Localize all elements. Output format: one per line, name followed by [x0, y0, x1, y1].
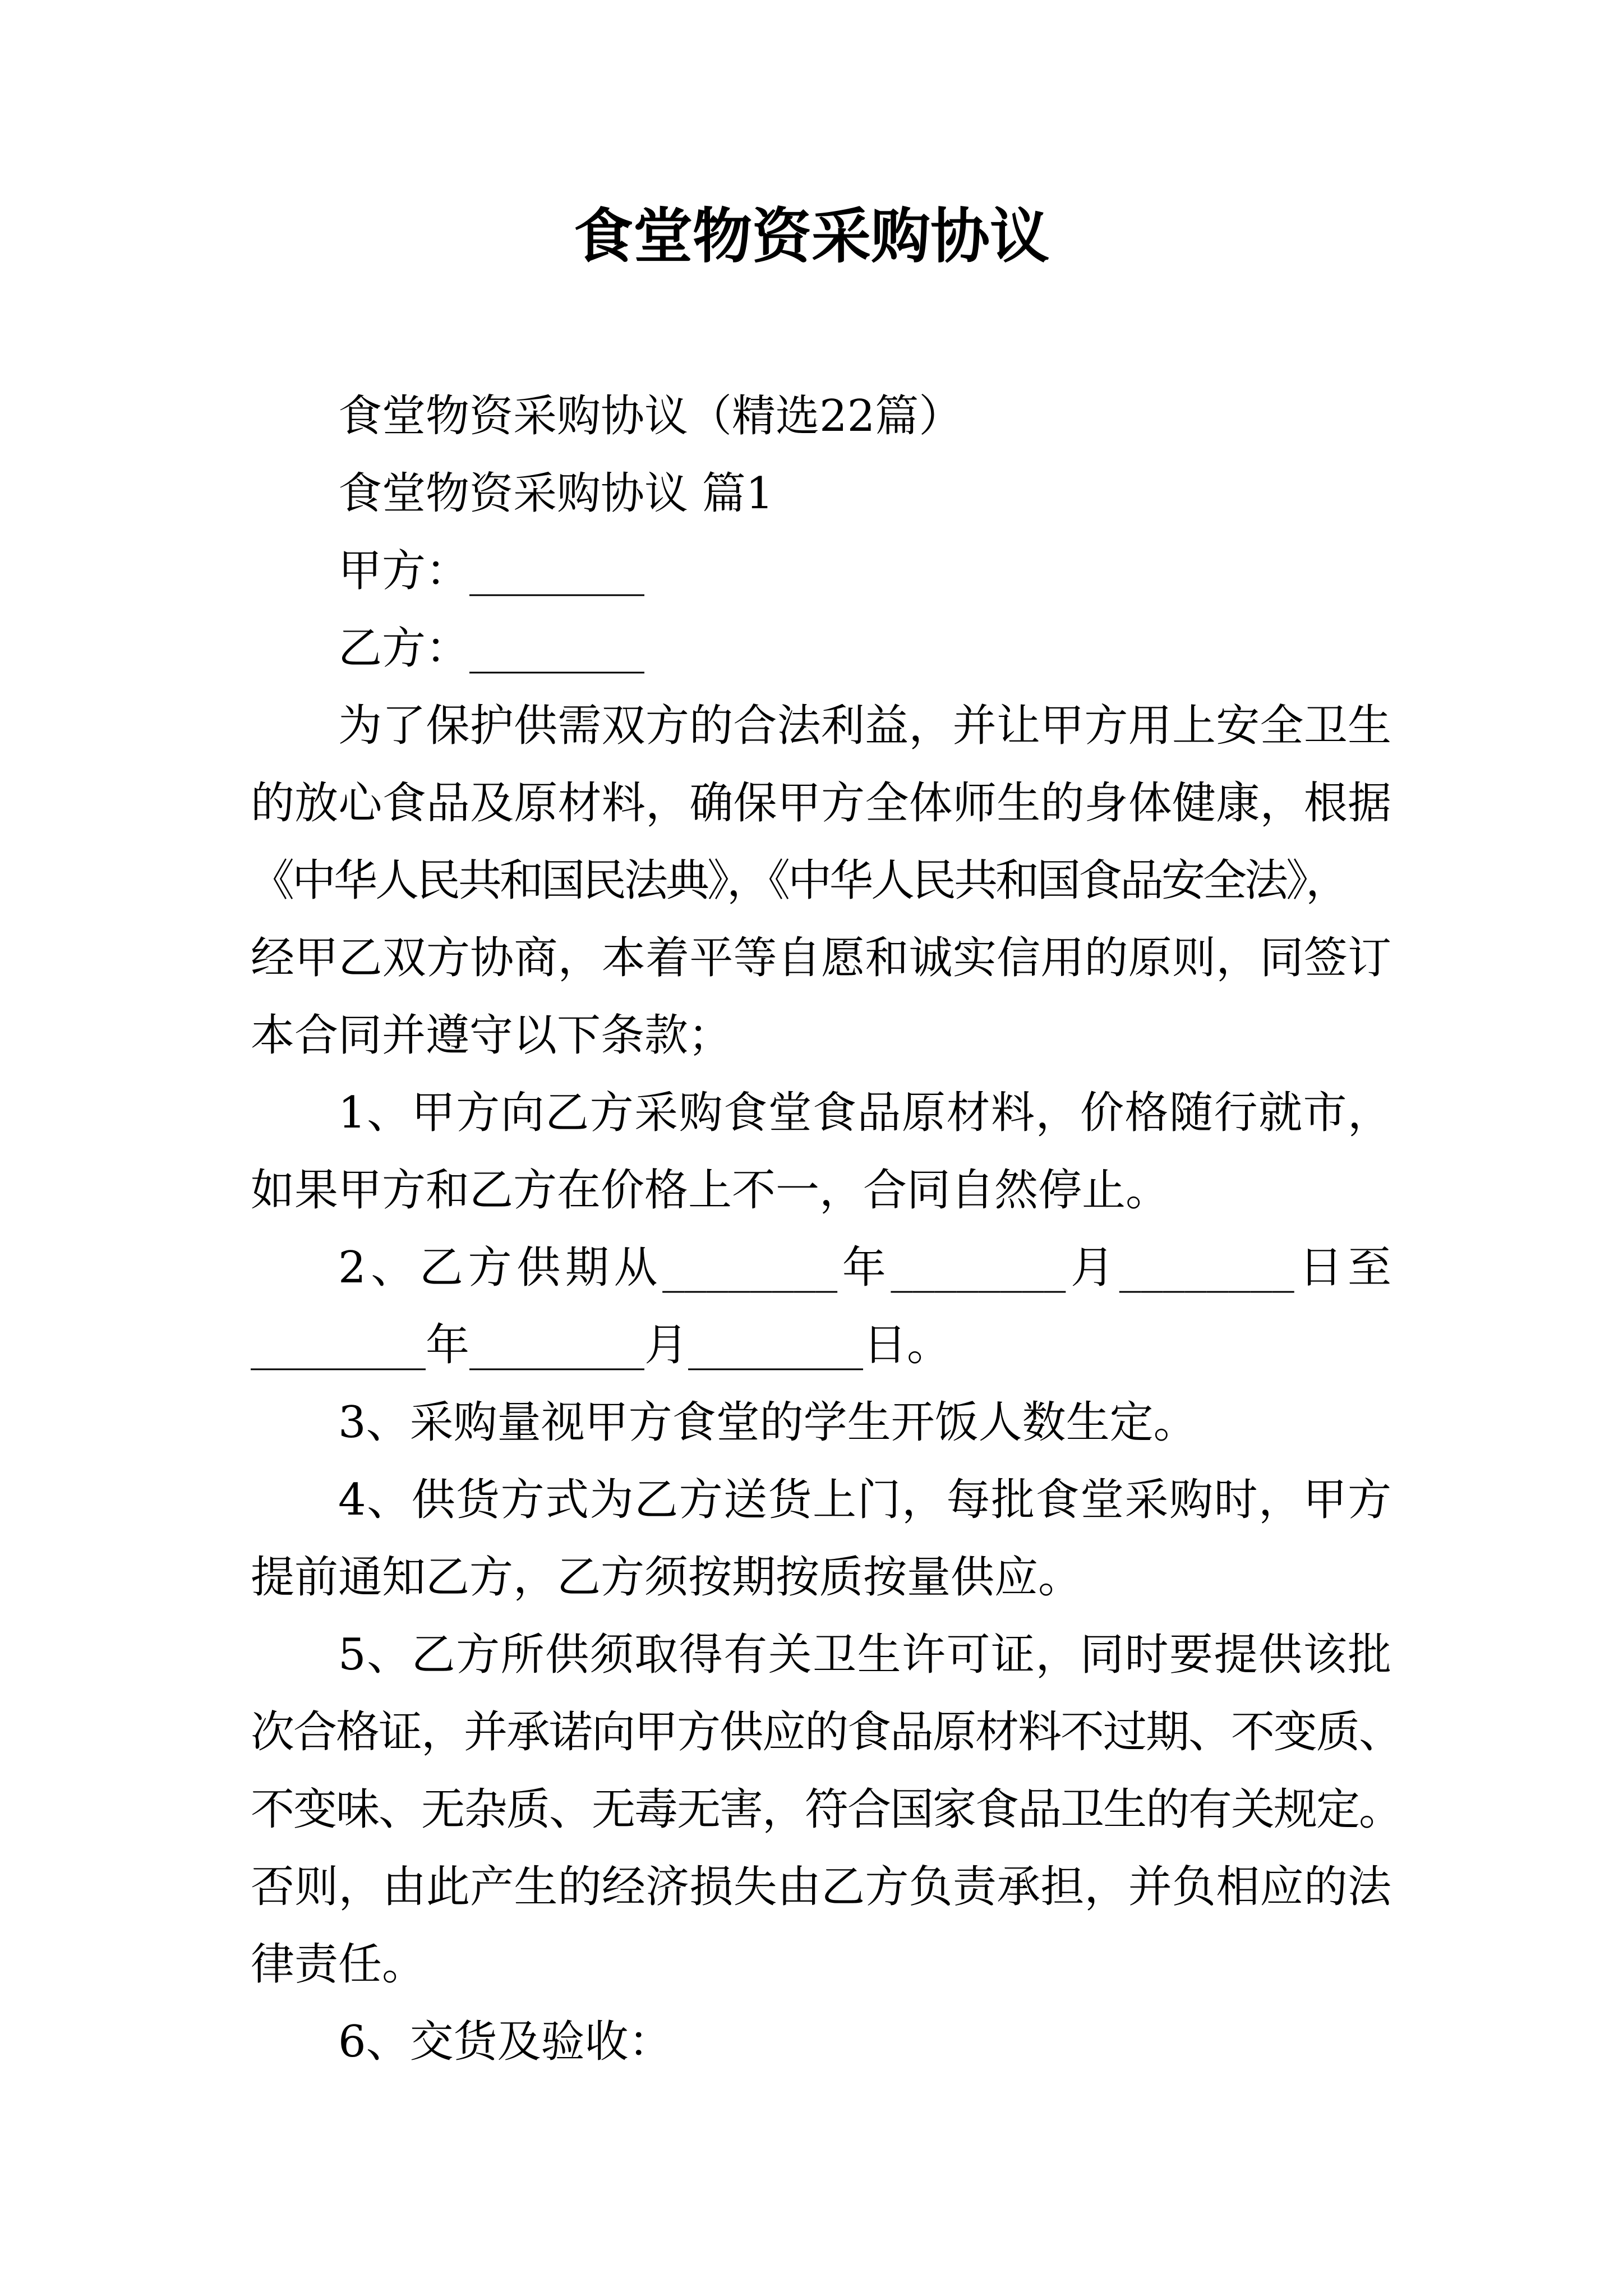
- paragraph-line: 3、采购量视甲方食堂的学生开饭人数生定。: [338, 1397, 1197, 1448]
- paragraph-line: 乙方：________: [338, 623, 645, 674]
- clause-3-paragraph: [251, 1384, 1391, 1461]
- clause-6-heading: [251, 2003, 1391, 2081]
- paragraph-line: 为了保护供需双方的合法利益，并让甲方用上安全卫生: [338, 701, 1391, 751]
- paragraph-line: 1、甲方向乙方采购食堂食品原材料，价格随行就市，: [338, 1088, 1391, 1138]
- clause-2-paragraph: [251, 1229, 1391, 1384]
- paragraph-line: ________年________月________日。: [251, 1320, 951, 1370]
- paragraph-line: 不变味、无杂质、无毒无害，符合国家食品卫生的有关规定。: [251, 1784, 1402, 1835]
- paragraph-line: 食堂物资采购协议 篇1: [338, 468, 774, 519]
- document-subtitle: [251, 378, 1391, 455]
- paragraph-line: 5、乙方所供须取得有关卫生许可证，同时要提供该批: [338, 1630, 1391, 1680]
- paragraph-line: 如果甲方和乙方在价格上不一，合同自然停止。: [251, 1165, 1170, 1216]
- paragraph-line: 否则，由此产生的经济损失由乙方负责承担，并负相应的法: [251, 1862, 1391, 1912]
- clause-1-paragraph: [251, 1074, 1391, 1229]
- paragraph-line: 律责任。: [251, 1939, 426, 1990]
- party-a-line: [251, 532, 1391, 610]
- paragraph-line: 食堂物资采购协议（精选22篇）: [338, 391, 963, 441]
- paragraph-line: 本合同并遵守以下条款；: [251, 1010, 732, 1061]
- paragraph-line: 经甲乙双方协商，本着平等自愿和诚实信用的原则，同签订: [251, 933, 1391, 983]
- preamble-paragraph: [251, 687, 1391, 1074]
- paragraph-line: 的放心食品及原材料，确保甲方全体师生的身体健康，根据: [251, 778, 1391, 829]
- paragraph-line: 提前通知乙方，乙方须按期按质按量供应。: [251, 1552, 1082, 1603]
- document-body: [251, 378, 1402, 2081]
- clause-4-paragraph: [251, 1461, 1391, 1616]
- document-title: 食堂物资采购协议: [574, 201, 1049, 271]
- paragraph-line: 4、供货方式为乙方送货上门，每批食堂采购时，甲方: [338, 1475, 1391, 1525]
- paragraph-line: 6、交货及验收：: [338, 2017, 672, 2067]
- party-b-line: [251, 610, 1391, 687]
- paragraph-line: 甲方：________: [338, 546, 645, 596]
- section-heading: [251, 455, 1391, 532]
- clause-5-paragraph: [251, 1616, 1402, 2003]
- paragraph-line: 《中华人民共和国民法典》，《中华人民共和国食品安全法》，: [251, 855, 1348, 906]
- paragraph-line: 次合格证，并承诺向甲方供应的食品原材料不过期、不变质、: [251, 1707, 1402, 1757]
- paragraph-line: 2、乙方供期从________年________月________日至: [338, 1243, 1391, 1293]
